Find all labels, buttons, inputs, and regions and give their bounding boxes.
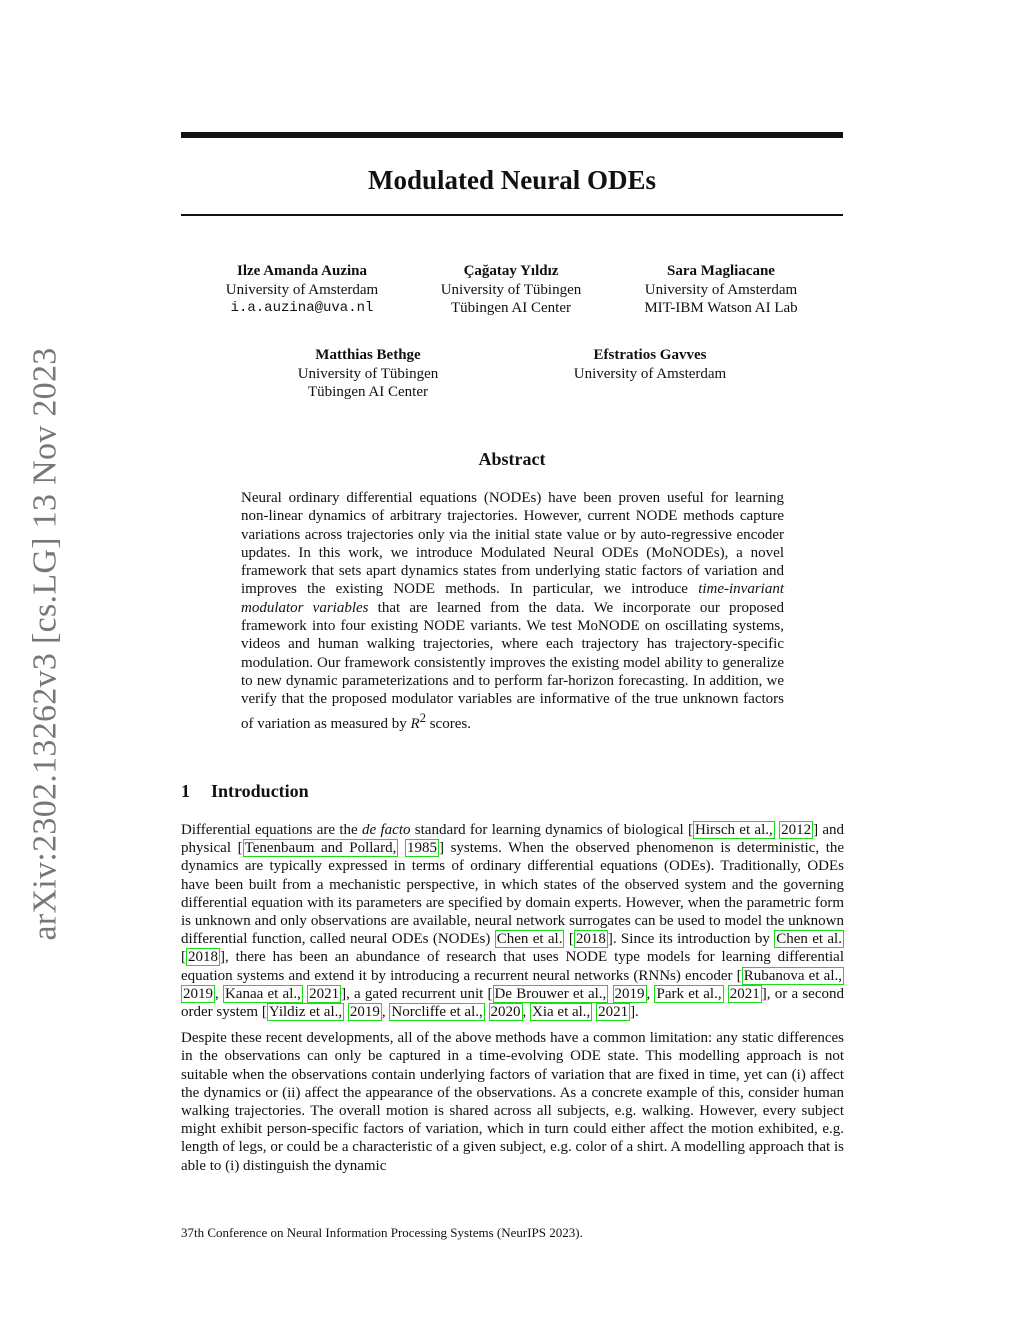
citation-link[interactable]: 2021: [309, 985, 340, 1002]
section-heading: [181, 779, 843, 803]
abstract-heading: Abstract: [478, 449, 546, 469]
citation-link[interactable]: Chen et al.: [496, 931, 563, 948]
citation-link[interactable]: 2018: [575, 931, 606, 948]
arxiv-identifier-text: arXiv:2302.13262v3 [cs.LG] 13 Nov 2023: [27, 347, 65, 941]
citation-link[interactable]: Park et al.,: [656, 985, 722, 1002]
author-name: Çağatay Yıldız: [463, 263, 559, 279]
section-title: Introduction: [211, 781, 309, 801]
title-bottom-rule: [181, 214, 843, 216]
citation-link[interactable]: Yildiz et al.,: [268, 1004, 343, 1021]
section-body: [181, 821, 844, 1183]
author-name: Sara Magliacane: [667, 263, 775, 279]
citation-link[interactable]: 2012: [781, 822, 812, 838]
citation-link[interactable]: Xia et al.,: [532, 1004, 591, 1021]
author-affiliation: MIT-IBM Watson AI Lab: [644, 300, 798, 316]
author-name: Efstratios Gavves: [593, 347, 707, 363]
author-block: [248, 346, 488, 402]
citation-link[interactable]: Tenenbaum and Pollard,: [244, 840, 397, 857]
citation-link[interactable]: 1985: [406, 840, 437, 857]
author-name: Matthias Bethge: [315, 347, 421, 363]
author-block: [182, 262, 422, 318]
conference-footnote: 37th Conference on Neural Information Processing Systems (NeurIPS 2023).: [181, 1225, 583, 1240]
author-affiliation: Tübingen AI Center: [451, 300, 571, 316]
citation-link[interactable]: 2021: [729, 985, 760, 1002]
citation-link[interactable]: 2019: [349, 1004, 380, 1021]
citation-link[interactable]: 2018: [188, 949, 218, 966]
author-affiliation: University of Amsterdam: [644, 281, 798, 298]
title-top-rule: [181, 132, 843, 138]
paragraph: Differential equations are the de facto standard for learning dynamics of biological [ Hirsch et al., 2012 ] and physical [ Tenenbaum and Pollard, 1985 ] systems. When the observed phenomenon is deterministic, the dynamics are typically expressed in terms of ordinary differential equations (ODEs). Traditionally, ODEs have been built from a mechanistic perspective, in which states of the observed system and the governing differential equation with its parameters are specified by domain experts. However, when the parametric form is unknown and only observations are available, neural network surrogates can be used to model the unknown differential function, called neural ODEs (NODEs) Chen et al. [ 2018 ]. Since its introduction by Chen et al. [ 2018 ], there has been an abundance of research that uses NODE type models for learning differential equation systems and extend it by introducing a recurrent neural networks (RNNs) encoder [ Rubanova et al., 2019 , Kanaa et al., 2021 ], a gated recurrent unit [ De Brouwer et al., 2019 , Park et al., 2021 ], or a second order system [ Yildiz et al., 2019 , Norcliffe et al., 2020 , Xia et al., 2021 ].: [181, 822, 845, 1021]
paper-title: Modulated Neural ODEs: [367, 165, 656, 195]
arxiv-identifier: [8, 348, 84, 940]
citation-link[interactable]: 2019: [183, 985, 213, 1002]
author-name: Ilze Amanda Auzina: [236, 263, 368, 279]
citation-link[interactable]: 2021: [598, 1004, 629, 1021]
citation-link[interactable]: 2019: [614, 985, 645, 1002]
citation-link[interactable]: Norcliffe et al.,: [391, 1004, 483, 1021]
citation-link[interactable]: Chen et al.: [776, 931, 842, 948]
author-affiliation: University of Tübingen: [297, 365, 439, 382]
author-block: [530, 346, 770, 383]
citation-link[interactable]: Hirsch et al.,: [695, 822, 773, 838]
author-affiliation: Tübingen AI Center: [308, 384, 428, 400]
author-block: [601, 262, 841, 318]
citation-link[interactable]: 2020: [490, 1004, 521, 1021]
author-affiliation: University of Tübingen: [440, 281, 582, 298]
citation-link[interactable]: De Brouwer et al.,: [494, 985, 607, 1002]
author-email: i.a.auzina@uva.nl: [230, 300, 374, 316]
citation-link[interactable]: Kanaa et al.,: [224, 985, 301, 1002]
author-affiliation: University of Amsterdam: [225, 281, 379, 298]
abstract-emphasis: time-invariant modulator variables: [241, 581, 785, 616]
citation-link[interactable]: Rubanova et al.,: [743, 967, 842, 984]
author-block: [391, 262, 631, 318]
author-affiliation: University of Amsterdam: [573, 365, 727, 382]
paragraph: Despite these recent developments, all of the above methods have a common limitation: any static differences in the observations can only be captured in a time-evolving ODE state. This modelling approach is not suitable when the observations contain underlying factors of variation that are fixed in time, yet can (i) affect the dynamics or (ii) affect the appearance of the observations. As a concrete example of this, consider human walking trajectories. The overall motion is shared across all subjects, e.g. walking. However, every subject might exhibit person-specific factors of variation, which in turn could either affect the motion exhibited, e.g. length of legs, or could be a characteristic of a given subject, e.g. color of a shirt. A modelling approach that is able to (i) distinguish the dynamic: [181, 1030, 844, 1174]
section-number: 1: [181, 781, 190, 801]
abstract-text: Neural ordinary differential equations (NODEs) have been proven useful for learning non-linear dynamics of arbitrary trajectories. However, current NODE methods capture variations across trajectories only via the initial state value or by auto-regressive encoder updates. In this work, we introduce Modulated Neural ODEs (MoNODEs), a novel framework that sets apart dynamics states from underlying static factors of variation and improves the existing NODE methods. In particular, we introduce time-invariant modulator variables that are learned from the data. We incorporate our proposed framework into four existing NODE variants. We test MoNODE on oscillating systems, videos and human walking trajectories, where each trajectory has trajectory-specific modulation. Our framework consistently improves the existing model ability to generalize to new dynamic parameterizations and to perform far-horizon forecasting. In addition, we verify that the proposed modulator variables are informative of the true unknown factors of variation as measured by $R^2$ scores.: [241, 490, 785, 732]
